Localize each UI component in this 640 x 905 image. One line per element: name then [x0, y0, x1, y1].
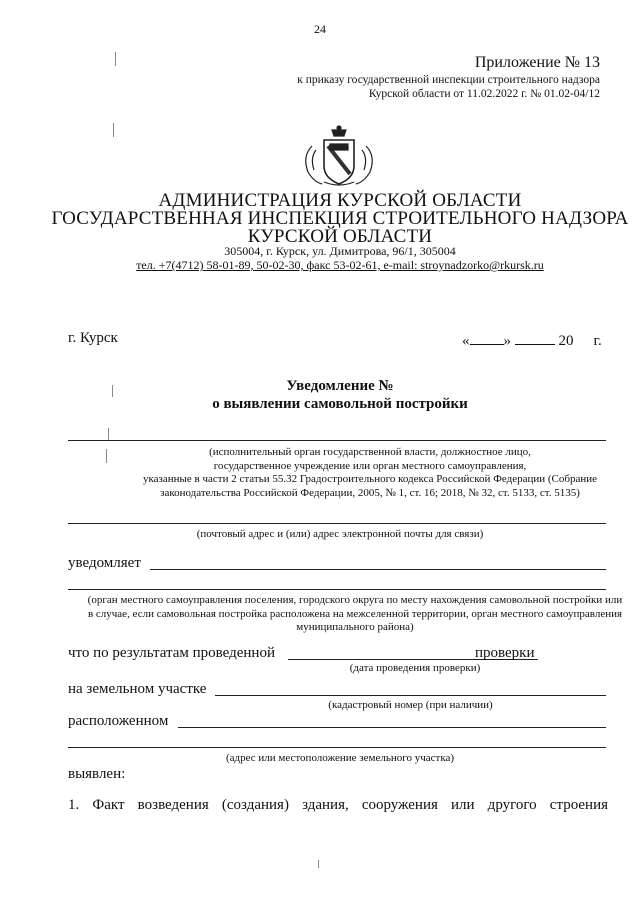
authority-note	[60, 446, 640, 500]
inspection-word: проверки	[475, 645, 535, 661]
notice-title: Уведомление №	[286, 378, 394, 394]
appendix-title: Приложение № 13	[474, 54, 600, 71]
found-label: выявлен:	[68, 766, 126, 782]
notice-subtitle: о выявлении самовольной постройки	[212, 396, 468, 412]
date-year-blank	[574, 331, 588, 345]
org-contacts-text: тел. +7(4712) 58-01-89, 50-02-30, факс 53-02-61, e-mail: stroynadzorko@rkursk.ru	[136, 258, 544, 272]
org-contacts	[0, 258, 640, 273]
margin-mark	[113, 123, 114, 137]
margin-mark	[318, 860, 319, 868]
appendix-order-line: к приказу государственной инспекции строительного надзора	[297, 74, 600, 86]
authority-note-4: законодательства Российской Федерации, 2005, № 1, ст. 16; 2018, № 32, ст. 5133, ст. 5135)	[160, 486, 580, 499]
date-day-blank	[470, 330, 504, 345]
postal-note: (почтовый адрес и (или) адрес электронной почты для связи)	[196, 528, 484, 540]
address-note: (адрес или местоположение земельного участка)	[225, 752, 455, 764]
authority-note-1: (исполнительный орган государственной власти, должностное лицо,	[209, 446, 531, 458]
authority-line	[68, 440, 606, 441]
located-line	[178, 727, 606, 728]
date-quote-open: «	[462, 333, 470, 349]
postal-line	[68, 523, 606, 524]
item-1-text: 1. Факт возведения (создания) здания, сооружения или другого строения	[68, 797, 608, 813]
local-gov-line	[68, 589, 606, 590]
notifies-line	[150, 569, 606, 570]
local-gov-note-3: муниципального района)	[296, 621, 414, 633]
margin-mark	[115, 52, 116, 66]
date-year-suffix: г.	[593, 333, 602, 349]
org-line-1: АДМИНИСТРАЦИЯ КУРСКОЙ ОБЛАСТИ	[158, 190, 522, 211]
land-plot-label: на земельном участке	[68, 681, 207, 697]
date-month-blank	[515, 330, 555, 345]
org-address: 305004, г. Курск, ул. Димитрова, 96/1, 305004	[224, 244, 456, 258]
cadastral-note: (кадастровый номер (при наличии)	[328, 699, 493, 711]
date-year-prefix: 20	[558, 333, 574, 349]
coat-of-arms-icon	[300, 124, 378, 188]
page-number: 24	[314, 22, 326, 36]
address-line	[68, 747, 606, 748]
authority-note-2: государственное учреждение или орган местного самоуправления,	[213, 459, 527, 472]
authority-note-3: указанные в части 2 статьи 55.32 Градостроительного кодекса Российской Федерации (Собрание	[142, 473, 598, 485]
org-line-3: КУРСКОЙ ОБЛАСТИ	[247, 226, 433, 247]
notifies-label: уведомляет	[68, 555, 141, 571]
local-gov-note-1: (орган местного самоуправления поселения, городского округа по месту нахождения самовольной постройки или	[87, 594, 623, 606]
margin-mark	[108, 428, 109, 440]
local-gov-note	[60, 594, 640, 635]
date-line	[462, 330, 602, 350]
date-quote-close: »	[503, 333, 511, 349]
local-gov-note-2: в случае, если самовольная постройка расположена на межселенной территории, орган местного самоуправления	[87, 607, 623, 620]
results-label: что по результатам проведенной	[68, 645, 275, 661]
place: г. Курск	[68, 330, 118, 346]
appendix-date-line: Курской области от 11.02.2022 г. № 01.02-04/12	[368, 88, 600, 100]
inspection-date-note: (дата проведения проверки)	[349, 662, 481, 674]
cadastral-line	[215, 695, 606, 696]
located-label: расположенном	[68, 713, 169, 729]
org-line-2: ГОСУДАРСТВЕННАЯ ИНСПЕКЦИЯ СТРОИТЕЛЬНОГО НАДЗОРА	[51, 208, 629, 229]
